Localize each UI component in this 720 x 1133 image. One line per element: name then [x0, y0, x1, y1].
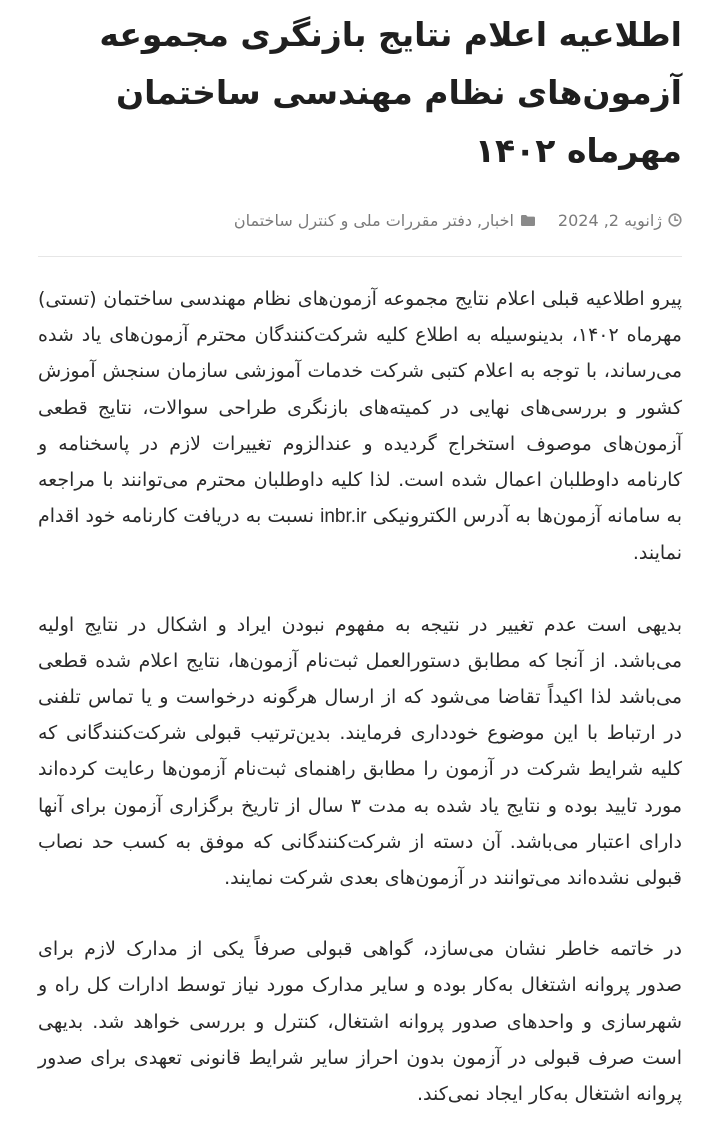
paragraph-1-text-end: نسبت به دریافت کارنامه خود اقدام نمایند.	[38, 505, 682, 565]
website-link[interactable]: inbr.ir	[320, 506, 367, 528]
article-body	[38, 281, 682, 1112]
clock-icon	[668, 213, 682, 227]
folder-icon	[520, 214, 536, 227]
paragraph-2: بدیهی است عدم تغییر در نتیجه به مفهوم نبودن ایراد و اشکال در نتایج اولیه می‌باشد. از آنجا که مطابق دستورالعمل ثبت‌نام آزمون‌ها، نتایج اعلام شده قطعی می‌باشد لذا اکیداً تقاضا می‌شود که از ارسال هرگونه درخواست و یا تماس تلفنی در ارتباط با این موضوع خودداری فرمایند. بدین‌ترتیب قبولی شرکت‌کنندگانی که کلیه شرایط شرکت در آزمون را مطابق راهنمای ثبت‌نام آزمون‌ها رعایت کرده‌اند مورد تایید بوده و نتایج یاد شده به مدت ۳ سال از تاریخ برگزاری آزمون برای آنها دارای اعتبار می‌باشد. آن دسته از شرکت‌کنندگانی که موفق به کسب حد نصاب قبولی نشده‌اند می‌توانند در آزمون‌های بعدی شرکت نمایند.	[38, 613, 682, 890]
header-divider	[38, 256, 682, 257]
article-title: اطلاعیه اعلام نتایج بازنگری مجموعه آزمون‌های نظام مهندسی ساختمان مهرماه ۱۴۰۲	[99, 15, 682, 170]
paragraph-1	[38, 281, 682, 572]
article-meta	[38, 206, 682, 234]
post-date	[558, 211, 682, 230]
paragraph-1-text-start: پیرو اطلاعیه قبلی اعلام نتایج مجموعه آزمون‌های نظام مهندسی ساختمان (تستی) مهرماه ۱۴۰۲، بدینوسیله به اطلاع کلیه شرکت‌کنندگان محترم آزمون‌های یاد شده می‌رساند، با توجه به اعلام کتبی شرکت خدمات آموزشی سازمان سنجش آموزش کشور و بررسی‌های نهایی در کمیته‌های بازنگری طراحی سوالات، نتایج قطعی آزمون‌های موصوف استخراج گردیده و عندالزوم تغییرات لازم در پاسخنامه و کارنامه داوطلبان اعمال شده است. لذا کلیه داوطلبان محترم می‌توانند با مراجعه به سامانه آزمون‌ها به آدرس الکترونیکی	[38, 288, 682, 528]
post-categories-text[interactable]: اخبار, دفتر مقررات ملی و کنترل ساختمان	[233, 210, 514, 230]
post-categories[interactable]	[234, 211, 536, 230]
post-date-text: ژانویه 2, 2024	[557, 210, 662, 230]
paragraph-3: در خاتمه خاطر نشان می‌سازد، گواهی قبولی صرفاً یکی از مدارک لازم برای صدور پروانه اشتغال به‌کار بوده و سایر مدارک مورد نیاز توسط ادارات کل راه و شهرسازی و واحدهای صدور پروانه اشتغال، کنترل و بررسی خواهد شد. بدیهی است صرف قبولی در آزمون بدون احراز سایر شرایط قانونی تعهدی برای صدور پروانه اشتغال به‌کار ایجاد نمی‌کند.	[38, 938, 682, 1106]
